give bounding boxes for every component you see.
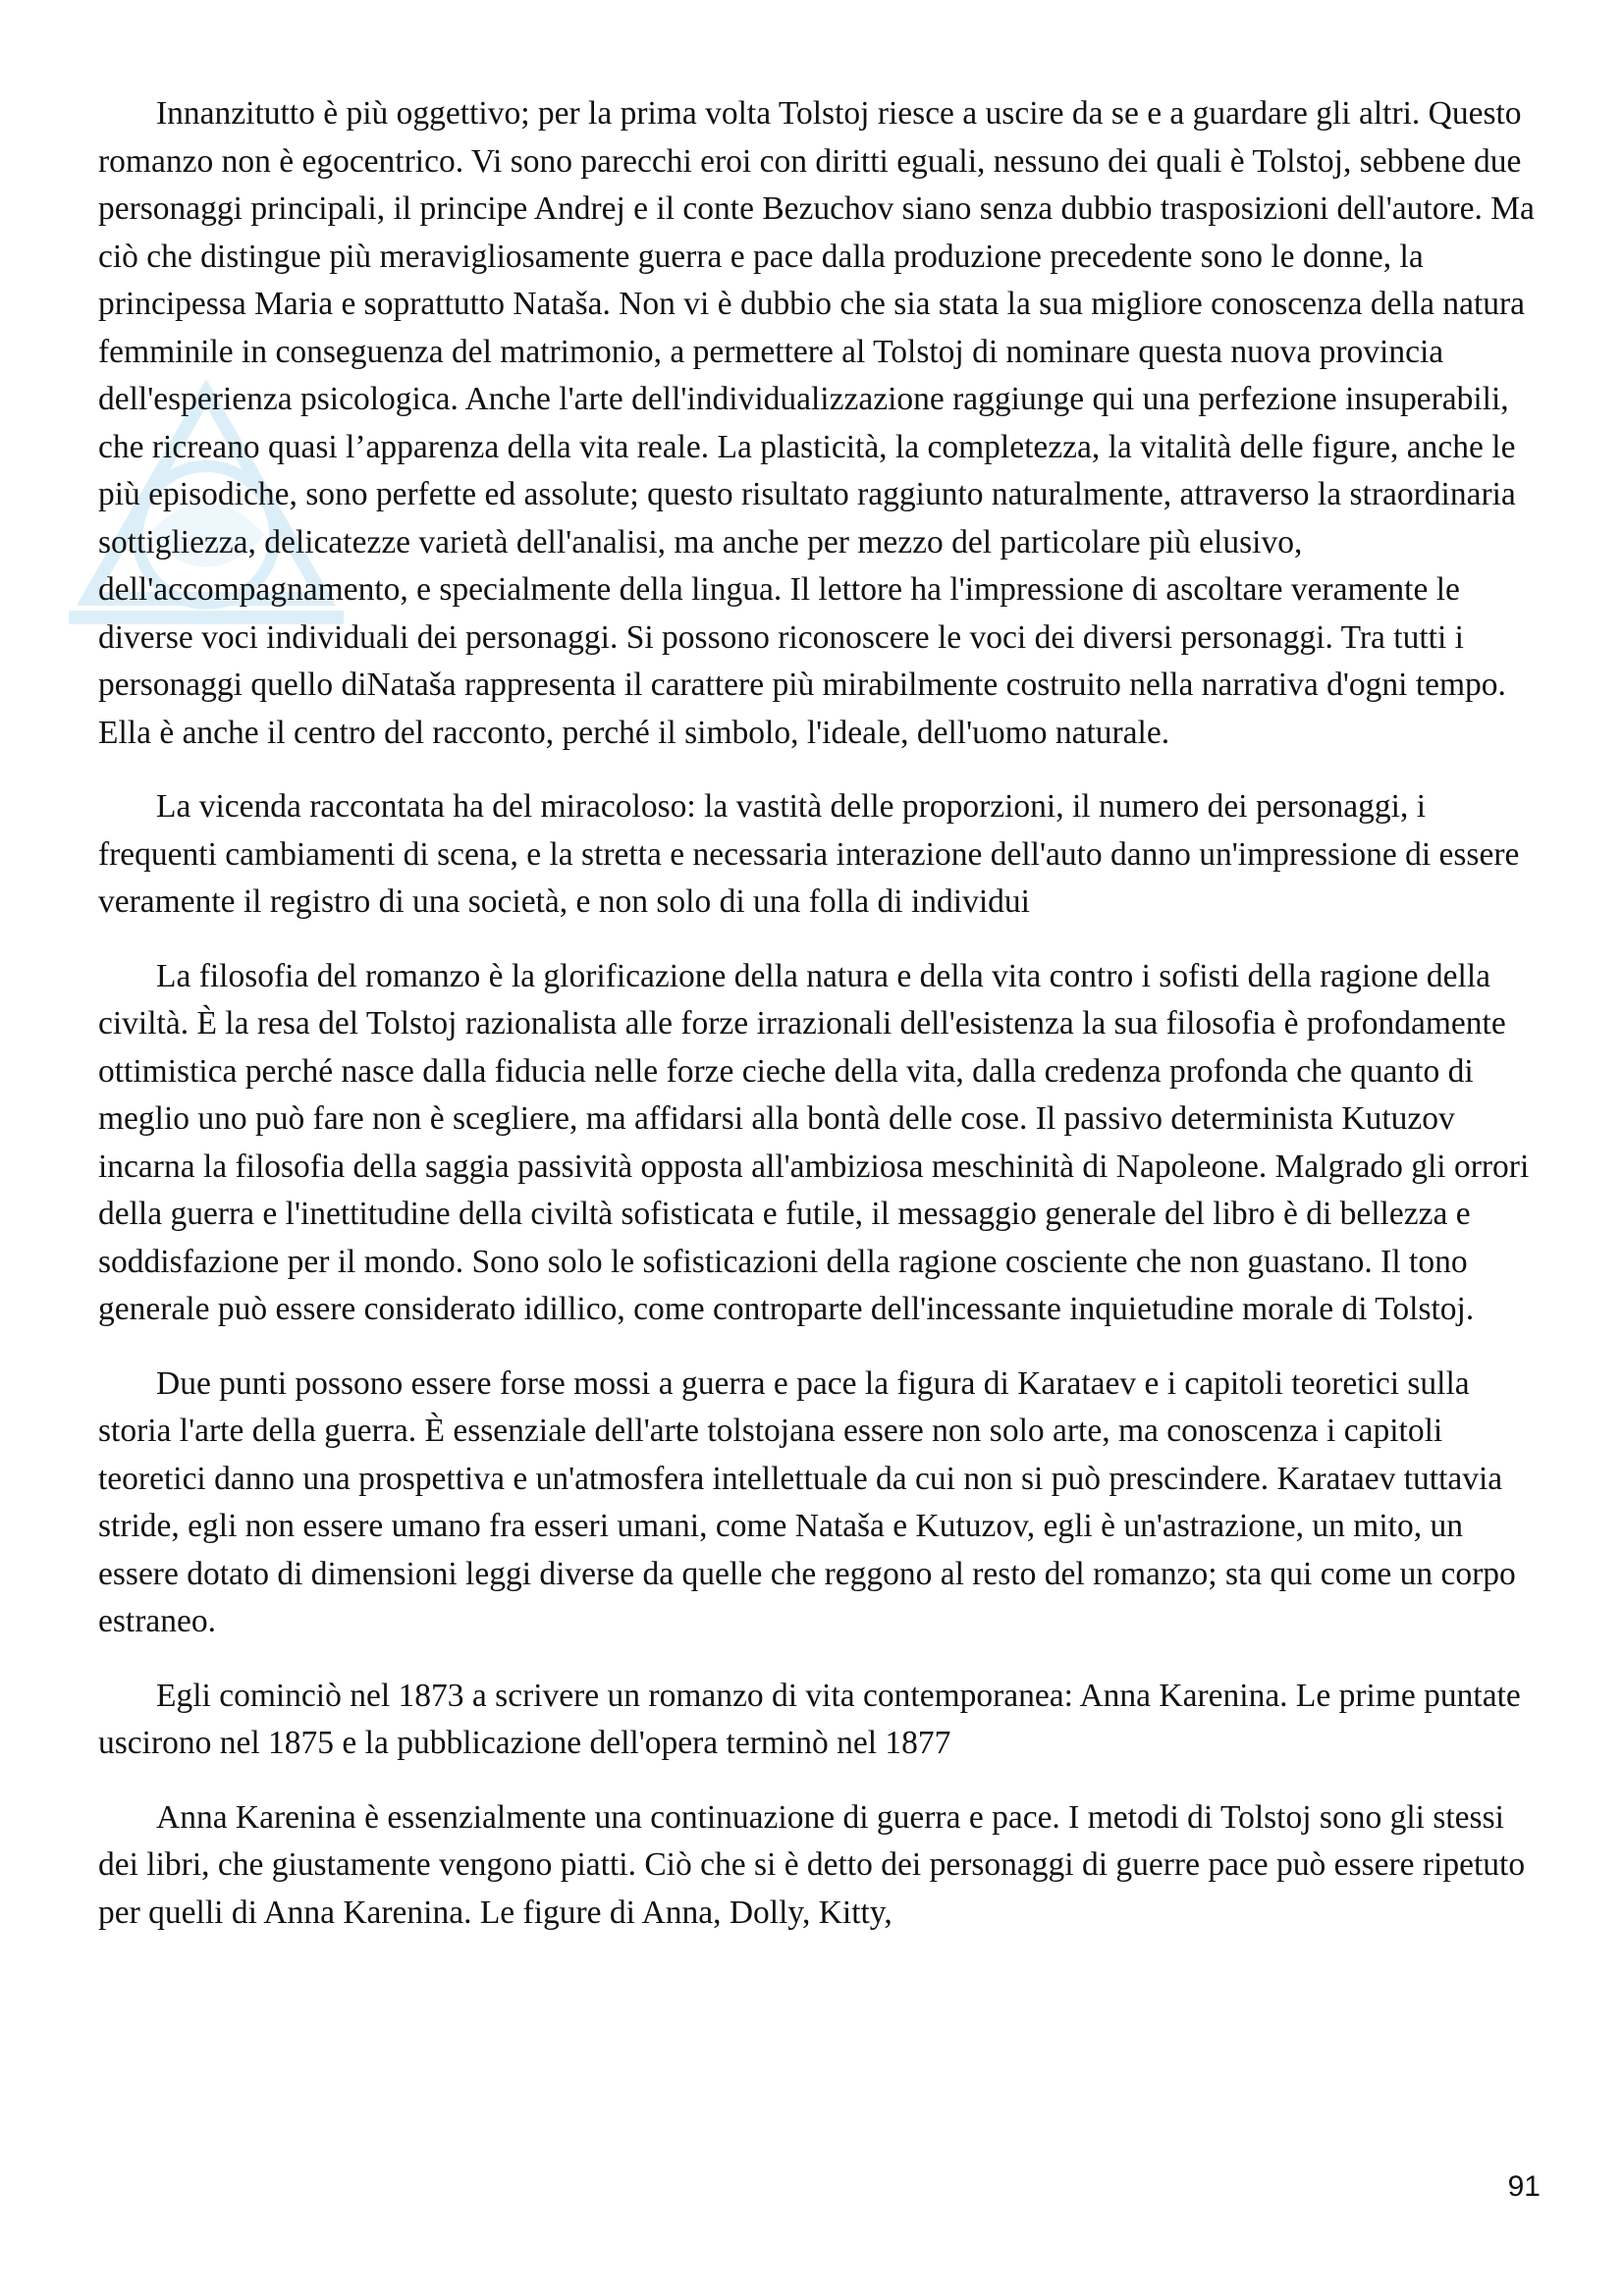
paragraph-4: Due punti possono essere forse mossi a guerra e pace la figura di Karataev e i capitoli teoretici sulla storia l'arte della guerra. È essenziale dell'arte tolstojana essere non solo arte, ma conoscenza i capitoli teoretici danno una prospettiva e un'atmosfera intellettuale da cui non si può prescindere. Karataev tuttavia stride, egli non essere umano fra esseri umani, come Nataša e Kutuzov, egli è un'astrazione, un mito, un essere dotato di dimensioni leggi diverse da quelle che reggono al resto del romanzo; sta qui come un corpo estraneo. (98, 1364, 1516, 1639)
page-number: 91 (1507, 2170, 1541, 2203)
paragraph-3: La filosofia del romanzo è la glorificazione della natura e della vita contro i sofisti della ragione della civiltà. È la resa del Tolstoj razionalista alle forze irrazionali dell'esistenza la sua filosofia è profondamente ottimistica perché nasce dalla fiducia nelle forze cieche della vita, dalla credenza profonda che quanto di meglio uno può fare non è scegliere, ma affidarsi alla bontà delle cose. Il passivo determinista Kutuzov incarna la filosofia della saggia passività opposta all'ambiziosa meschinità di Napoleone. Malgrado gli orrori della guerra e l'inettitudine della civiltà sofisticata e futile, il messaggio generale del libro è di bellezza e soddisfazione per il mondo. Sono solo le sofisticazioni della ragione cosciente che non guastano. Il tono generale può essere considerato idillico, come controparte dell'incessante inquietudine morale di Tolstoj. (98, 957, 1530, 1327)
paragraph-1: Innanzitutto è più oggettivo; per la prima volta Tolstoj riesce a uscire da se e a guardare gli altri. Questo romanzo non è egocentrico. Vi sono parecchi eroi con diritti eguali, nessuno dei quali è Tolstoj, sebbene due personaggi principali, il principe Andrej e il conte Bezuchov siano senza dubbio trasposizioni dell'autore. Ma ciò che distingue più meravigliosamente guerra e pace dalla produzione precedente sono le donne, la principessa Maria e soprattutto Nataša. Non vi è dubbio che sia stata la sua migliore conoscenza della natura femminile in conseguenza del matrimonio, a permettere al Tolstoj di nominare questa nuova provincia dell'esperienza psicologica. Anche l'arte dell'individualizzazione raggiunge qui una perfezione insuperabili, che ricreano quasi l’apparenza della vita reale. La plasticità, la completezza, la vitalità delle figure, anche le più episodiche, sono perfette ed assolute; questo risultato raggiunto naturalmente, attraverso la straordinaria sottigliezza, delicatezze varietà dell'analisi, ma anche per mezzo del particolare più elusivo, dell'accompagnamento, e specialmente della lingua. Il lettore ha l'impressione di ascoltare veramente le diverse voci individuali dei personaggi. Si possono riconoscere le voci dei diversi personaggi. Tra tutti i personaggi quello diNataša rappresenta il carattere più mirabilmente costruito nella narrativa d'ogni tempo. Ella è anche il centro del racconto, perché il simbolo, l'ideale, dell'uomo naturale. (98, 95, 1535, 751)
document-body (98, 90, 1537, 1963)
paragraph-6: Anna Karenina è essenzialmente una continuazione di guerra e pace. I metodi di Tolstoj sono gli stessi dei libri, che giustamente vengono piatti. Ciò che si è detto dei personaggi di guerre pace può essere ripetuto per quelli di Anna Karenina. Le figure di Anna, Dolly, Kitty, (98, 1798, 1526, 1931)
paragraph-5: Egli cominciò nel 1873 a scrivere un romanzo di vita contemporanea: Anna Karenina. Le prime puntate uscirono nel 1875 e la pubblicazione dell'opera terminò nel 1877 (98, 1677, 1521, 1761)
paragraph-2: La vicenda raccontata ha del miracoloso: la vastità delle proporzioni, il numero dei personaggi, i frequenti cambiamenti di scena, e la stretta e necessaria interazione dell'auto danno un'impressione di essere veramente il registro di una società, e non solo di una folla di individui (98, 788, 1520, 920)
